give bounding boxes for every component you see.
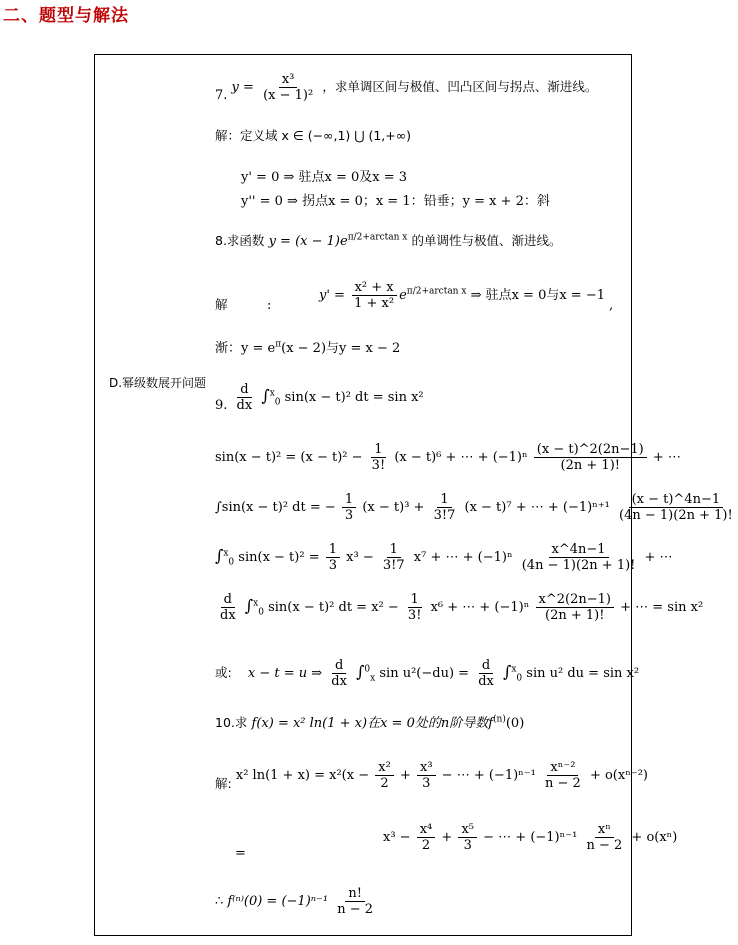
s4-c1-den: 3! — [407, 608, 422, 623]
alt-integral-sign-2: ∫ — [503, 662, 512, 681]
content-table — [94, 54, 733, 936]
alternative-method — [215, 659, 639, 688]
s3-integral-sign: ∫ — [215, 546, 224, 565]
s3-term-2: x⁷ + ⋯ + (−1)ⁿ — [413, 550, 513, 565]
q10-expansion — [383, 823, 677, 852]
alt-int2-lower: 0 — [516, 673, 523, 684]
s4-c1-num: 1 — [408, 593, 422, 608]
q10-sol-coef-1 — [375, 761, 394, 790]
q10-sol-coef-2 — [417, 761, 436, 790]
q9-body: sin(x − t)² dt = sin x² — [284, 390, 424, 405]
q8-sol-exp: π/2+arctan x — [406, 286, 467, 297]
q9-integral-sign: ∫ — [261, 386, 270, 405]
s2-c2-den: 3!7 — [433, 508, 456, 523]
q8-prefix: 8.求函数 — [215, 233, 265, 248]
alt-d2-num: d — [479, 659, 493, 674]
q10-equals-sign: = — [235, 846, 246, 861]
s3-tail: + ⋯ — [644, 550, 673, 565]
q8-sol-e: e — [399, 288, 407, 303]
q10-sol-lhs: x² ln(1 + x) = x²(x − — [235, 768, 370, 783]
q10-c1-den: 2 — [380, 776, 389, 791]
q10-eq-tail: + o(xⁿ) — [631, 830, 678, 845]
q10-final-frac — [334, 887, 376, 916]
q10-final-den: n − 2 — [337, 902, 374, 917]
s3-c1-num: 1 — [326, 543, 340, 558]
question-9 — [215, 383, 424, 412]
s3-lhs: sin(x − t)² = — [238, 550, 320, 565]
q9-number: 9. — [215, 398, 228, 413]
alt-derivative-op-1 — [328, 659, 350, 688]
s4-derivative-op — [217, 593, 239, 622]
q10-eq-c3-num: xⁿ — [595, 823, 614, 838]
s3-c1-den: 3 — [328, 558, 338, 573]
q8-sol-rhs: ⇒ 驻点x = 0与x = −1 — [470, 288, 605, 303]
q10-final-num: n! — [345, 887, 365, 902]
alt-body-2: sin u² du = sin x² — [526, 666, 640, 681]
s2-term-2: (x − t)⁷ + ⋯ + (−1)ⁿ⁺¹ — [464, 500, 610, 515]
series-line-4 — [215, 593, 703, 622]
alt-label: 或: — [215, 665, 232, 680]
series-line-2 — [215, 493, 738, 522]
q8-sol-colon: : — [267, 298, 272, 313]
q8-sol-expr — [319, 281, 605, 310]
s2-coef-3 — [616, 493, 736, 522]
s1-term-1: (x − t)⁶ + ⋯ + (−1)ⁿ — [394, 450, 528, 465]
q10-solution — [215, 761, 648, 790]
q8-sol-num: x² + x — [352, 281, 397, 296]
alt-int1-upper: 0 — [364, 664, 371, 675]
s2-c3-num: (x − t)^4n−1 — [629, 493, 724, 508]
alt-int2-upper: x — [511, 664, 517, 675]
q10-therefore: ∴ — [215, 894, 224, 909]
q10-eq-c1-num: x⁴ — [417, 823, 436, 838]
q10-eq-c2-num: x⁵ — [458, 823, 477, 838]
q7-derivative-1: y' = 0 ⇒ 驻点x = 0及x = 3 — [241, 170, 408, 185]
q8-exponent: π/2+arctan x — [347, 232, 408, 243]
s3-int-lower: 0 — [228, 557, 235, 568]
q8-sol-label: 解 — [215, 297, 228, 312]
q8-sol-den: 1 + x² — [354, 296, 395, 311]
s2-term-1: (x − t)³ + — [362, 500, 425, 515]
s4-integral-sign: ∫ — [244, 596, 254, 615]
q7-derivative-2: y'' = 0 ⇒ 拐点x = 0；x = 1：铅垂；y = x + 2：斜 — [241, 194, 550, 209]
q8-asymptote — [215, 339, 401, 356]
s3-c2-den: 3!7 — [382, 558, 405, 573]
q9-d-num: d — [237, 383, 251, 398]
q10-sol-tail: + o(xⁿ⁻²) — [589, 768, 648, 783]
q7-fraction — [260, 73, 316, 102]
s4-term-1: x⁶ + ⋯ + (−1)ⁿ — [430, 600, 530, 615]
alt-substitution: x − t = u ⇒ — [247, 666, 323, 681]
s3-term-1: x³ − — [346, 550, 374, 565]
q10-eq-plus: + — [441, 830, 453, 845]
alt-d1-num: d — [332, 659, 346, 674]
q8-sol-lhs: y' = — [319, 288, 345, 303]
s1-coef-2 — [534, 443, 647, 472]
q10-c2-den: 3 — [422, 776, 431, 791]
s4-body: sin(x − t)² dt = x² − — [268, 600, 399, 615]
q8-sol-frac — [351, 281, 397, 310]
q10-c2-num: x³ — [417, 761, 436, 776]
s4-d-num: d — [221, 593, 235, 608]
q10-c3-num: xⁿ⁻² — [547, 761, 578, 776]
s2-c1-num: 1 — [342, 493, 356, 508]
s4-int-upper: x — [253, 598, 259, 609]
q10-sup: (n) — [493, 714, 506, 725]
q9-derivative-op — [234, 383, 256, 412]
s4-coef-2 — [536, 593, 614, 622]
q10-sol-label: 解: — [215, 775, 232, 791]
q10-eq-coef-3 — [583, 823, 625, 852]
q8-asym-exp: π — [275, 339, 282, 350]
s2-c3-den: (4n − 1)(2n + 1)! — [619, 508, 733, 523]
s2-coef-1 — [342, 493, 356, 522]
q8-suffix: 的单调性与极值、渐进线。 — [411, 233, 562, 248]
s3-coef-3 — [519, 543, 639, 572]
s2-c2-num: 1 — [437, 493, 451, 508]
q10-tail: (0) — [505, 716, 525, 731]
s3-int-upper: x — [223, 548, 229, 559]
q8-asym-text: 渐：y = e — [215, 341, 276, 356]
alt-int1-lower: x — [370, 673, 376, 684]
section-heading: 二、题型与解法 — [3, 6, 129, 26]
alt-derivative-op-2 — [475, 659, 497, 688]
s1-c2-den: (2n + 1)! — [560, 458, 620, 473]
s3-coef-1 — [326, 543, 340, 572]
question-7 — [215, 67, 597, 102]
s1-c1-num: 1 — [371, 443, 385, 458]
s1-tail: + ⋯ — [652, 450, 681, 465]
q10-eq-term: − ⋯ + (−1)ⁿ⁻¹ — [483, 830, 578, 845]
question-10 — [215, 714, 525, 731]
q7-number: 7. — [215, 88, 228, 103]
q10-function: f(x) = x² ln(1 + x)在x = 0处的n阶导数f — [251, 716, 494, 731]
q8-function: y = (x − 1)e — [268, 234, 348, 249]
q9-d-den: dx — [236, 398, 253, 413]
q7-y-eq: y = — [231, 80, 254, 95]
q7-frac-num: x³ — [279, 73, 298, 88]
question-8 — [215, 232, 562, 249]
q10-eq-lead: x³ − — [383, 830, 411, 845]
alt-body-1: sin u²(−du) = — [379, 666, 470, 681]
s4-c2-den: (2n + 1)! — [545, 608, 605, 623]
q10-sol-term: − ⋯ + (−1)ⁿ⁻¹ — [441, 768, 536, 783]
series-line-3 — [215, 543, 673, 572]
q10-final — [215, 887, 378, 916]
s3-c2-num: 1 — [387, 543, 401, 558]
q8-sol-comma: , — [609, 298, 614, 313]
alt-d1-den: dx — [331, 674, 347, 689]
q10-sol-plus: + — [399, 768, 411, 783]
alt-d2-den: dx — [478, 674, 494, 689]
s4-d-den: dx — [220, 608, 236, 623]
q10-final-lhs: f⁽ⁿ⁾(0) = (−1)ⁿ⁻¹ — [227, 894, 329, 909]
s1-coef-1 — [369, 443, 389, 472]
q10-eq-c3-den: n − 2 — [586, 838, 623, 853]
s2-c1-den: 3 — [344, 508, 354, 523]
s1-lhs: sin(x − t)² = (x − t)² − — [215, 450, 363, 465]
q9-int-upper: x — [269, 388, 275, 399]
q10-eq-coef-1 — [417, 823, 436, 852]
q10-eq-coef-2 — [458, 823, 477, 852]
q10-eq-c2-den: 3 — [463, 838, 472, 853]
s1-c1-den: 3! — [371, 458, 386, 473]
series-line-1 — [215, 443, 681, 472]
s3-c3-den: (4n − 1)(2n + 1)! — [521, 558, 636, 573]
s4-c2-num: x^2(2n−1) — [536, 593, 614, 608]
q10-eq-c1-den: 2 — [421, 838, 431, 853]
q10-number: 10.求 — [215, 715, 248, 730]
q10-c1-num: x² — [375, 761, 394, 776]
s3-c3-num: x^4n−1 — [549, 543, 609, 558]
q7-domain: 解：定义域 x ∈ (−∞,1) ⋃ (1,+∞) — [215, 128, 412, 143]
q10-c3-den: n − 2 — [545, 776, 581, 791]
q7-frac-den: (x − 1)² — [263, 88, 314, 103]
s4-tail: + ⋯ = sin x² — [620, 600, 704, 615]
q8-asym-rest: (x − 2)与y = x − 2 — [281, 341, 401, 356]
s4-coef-1 — [405, 593, 425, 622]
q7-text: ，求单调区间与极值、凹凸区间与拐点、渐进线。 — [322, 79, 598, 94]
s3-coef-2 — [380, 543, 408, 572]
q9-int-lower: 0 — [274, 397, 281, 408]
s1-c2-num: (x − t)^2(2n−1) — [534, 443, 647, 458]
alt-integral-sign-1: ∫ — [356, 662, 365, 681]
s2-coef-2 — [431, 493, 459, 522]
s4-int-lower: 0 — [258, 607, 264, 618]
left-cell-label: D.幂级数展开问题 — [109, 376, 207, 390]
s2-lhs: ∫sin(x − t)² dt = − — [215, 500, 336, 515]
q10-sol-coef-3 — [542, 761, 584, 790]
